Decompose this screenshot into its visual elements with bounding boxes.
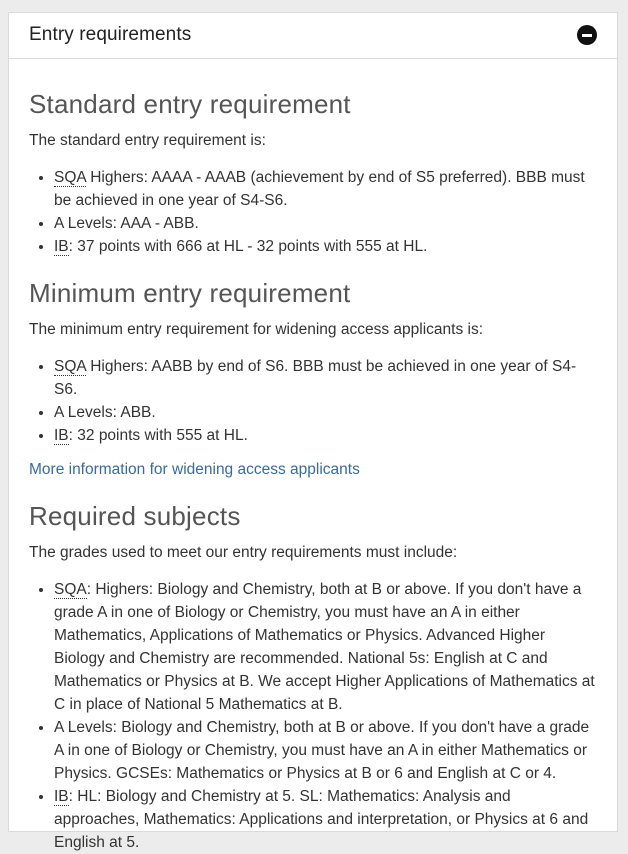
standard-entry-section <box>29 89 597 258</box>
ib-abbr[interactable]: IB <box>54 427 69 444</box>
list-item <box>54 424 597 447</box>
panel-body <box>9 59 617 854</box>
ib-abbr[interactable]: IB <box>54 238 69 255</box>
panel-title: Entry requirements <box>29 24 192 45</box>
list-item-text: A Levels: ABB. <box>54 404 156 421</box>
list-item <box>54 166 597 212</box>
minimum-intro: The minimum entry requirement for widening access applicants is: <box>29 321 483 338</box>
required-subjects-section <box>29 501 597 854</box>
minimum-heading: Minimum entry requirement <box>29 278 351 308</box>
list-item <box>54 716 597 785</box>
list-item <box>54 401 597 424</box>
required-intro: The grades used to meet our entry requirements must include: <box>29 544 458 561</box>
list-item-text: Highers: AAAA - AAAB (achievement by end of S5 preferred). BBB must be achieved in one year of S4-S6. <box>54 169 585 209</box>
list-item-text: A Levels: Biology and Chemistry, both at B or above. If you don't have a grade A in one of Biology or Chemistry, you must have an A in either Mathematics or Physics. GCSEs: Mathematics or Physics at B or 6 and English at C or 4. <box>54 719 590 782</box>
required-heading: Required subjects <box>29 501 241 531</box>
list-item-text: Highers: AABB by end of S6. BBB must be achieved in one year of S4-S6. <box>54 358 577 398</box>
widening-access-link[interactable]: More information for widening access applicants <box>29 461 360 478</box>
list-item-text: : 37 points with 666 at HL - 32 points with 555 at HL. <box>68 238 428 255</box>
list-item <box>54 355 597 401</box>
sqa-abbr[interactable]: SQA <box>54 581 87 598</box>
standard-intro: The standard entry requirement is: <box>29 132 266 149</box>
list-item <box>54 212 597 235</box>
minimum-entry-section <box>29 278 597 479</box>
sqa-abbr[interactable]: SQA <box>54 358 86 375</box>
standard-heading: Standard entry requirement <box>29 89 351 119</box>
minimum-list <box>29 355 597 447</box>
list-item <box>54 578 597 716</box>
sqa-abbr[interactable]: SQA <box>54 169 86 186</box>
required-list <box>29 578 597 854</box>
standard-list <box>29 166 597 258</box>
list-item <box>54 785 597 854</box>
entry-requirements-panel <box>8 12 618 851</box>
ib-abbr[interactable]: IB <box>54 788 69 805</box>
list-item-text: : Highers: Biology and Chemistry, both at B or above. If you don't have a grade A in one of Biology or Chemistry, you must have an A in either Mathematics, Applications of Mathematics or Physics. Advanced Higher Biology and Chemistry are recommended. National 5s: English at C and Mathematics or Physics at B. We accept Higher Applications of Mathematics at C in place of National 5 Mathematics at B. <box>54 581 595 713</box>
list-item-text: : HL: Biology and Chemistry at 5. SL: Mathematics: Analysis and approaches, Mathematics: Applications and interpretation, or Physics at 6 and English at 5. <box>54 788 589 851</box>
minus-circle-icon[interactable] <box>577 25 597 45</box>
list-item <box>54 235 597 258</box>
list-item-text: A Levels: AAA - ABB. <box>54 215 199 232</box>
list-item-text: : 32 points with 555 at HL. <box>68 427 248 444</box>
panel-header[interactable] <box>9 13 617 59</box>
